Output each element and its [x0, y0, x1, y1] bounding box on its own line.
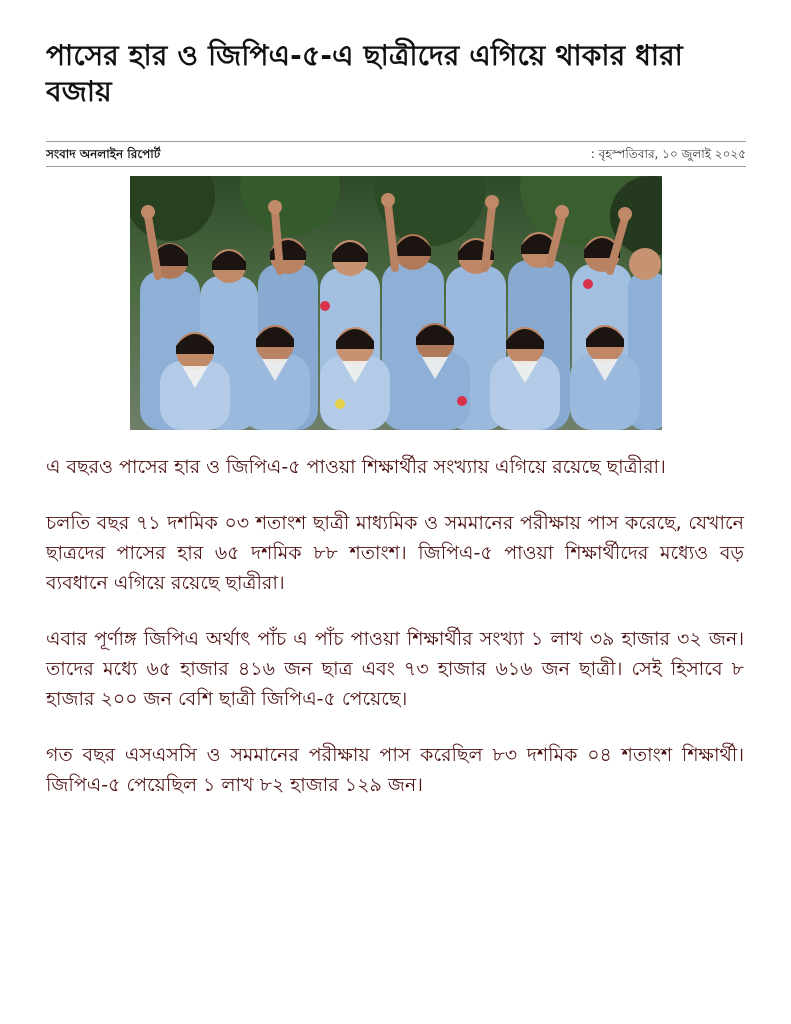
- article-header: [46, 38, 746, 110]
- reporter-name: সংবাদ অনলাইন রিপোর্ট: [46, 147, 161, 161]
- news-photo: [130, 176, 662, 430]
- article-body: [46, 452, 744, 826]
- celebrating-students-photo-icon: [130, 176, 662, 430]
- paragraph: এবার পূর্ণাঙ্গ জিপিএ অর্থাৎ পাঁচ এ পাঁচ পাওয়া শিক্ষার্থীর সংখ্যা ১ লাখ ৩৯ হাজার ৩২ জন। তাদের মধ্যে ৬৫ হাজার ৪১৬ জন ছাত্র এবং ৭৩ হাজার ৬১৬ জন ছাত্রী। সেই হিসাবে ৮ হাজার ২০০ জন বেশি ছাত্রী জিপিএ-৫ পেয়েছে।: [46, 628, 744, 710]
- paragraph: চলতি বছর ৭১ দশমিক ০৩ শতাংশ ছাত্রী মাধ্যমিক ও সমমানের পরীক্ষায় পাস করেছে, যেখানে ছাত্রদের পাসের হার ৬৫ দশমিক ৮৮ শতাংশ। জিপিএ-৫ পাওয়া শিক্ষার্থীদের মধ্যেও বড় ব্যবধানে এগিয়ে রয়েছে ছাত্রীরা।: [46, 512, 744, 594]
- byline-bar: [46, 141, 746, 167]
- headline: পাসের হার ও জিপিএ-৫-এ ছাত্রীদের এগিয়ে থাকার ধারা বজায়: [46, 39, 683, 108]
- paragraph: এ বছরও পাসের হার ও জিপিএ-৫ পাওয়া শিক্ষার্থীর সংখ্যায় এগিয়ে রয়েছে ছাত্রীরা।: [46, 456, 666, 478]
- paragraph: গত বছর এসএসসি ও সমমানের পরীক্ষায় পাস করেছিল ৮৩ দশমিক ০৪ শতাংশ শিক্ষার্থী। জিপিএ-৫ পেয়েছিল ১ লাখ ৮২ হাজার ১২৯ জন।: [46, 744, 744, 796]
- publish-date: : বৃহস্পতিবার, ১০ জুলাই ২০২৫: [590, 147, 746, 161]
